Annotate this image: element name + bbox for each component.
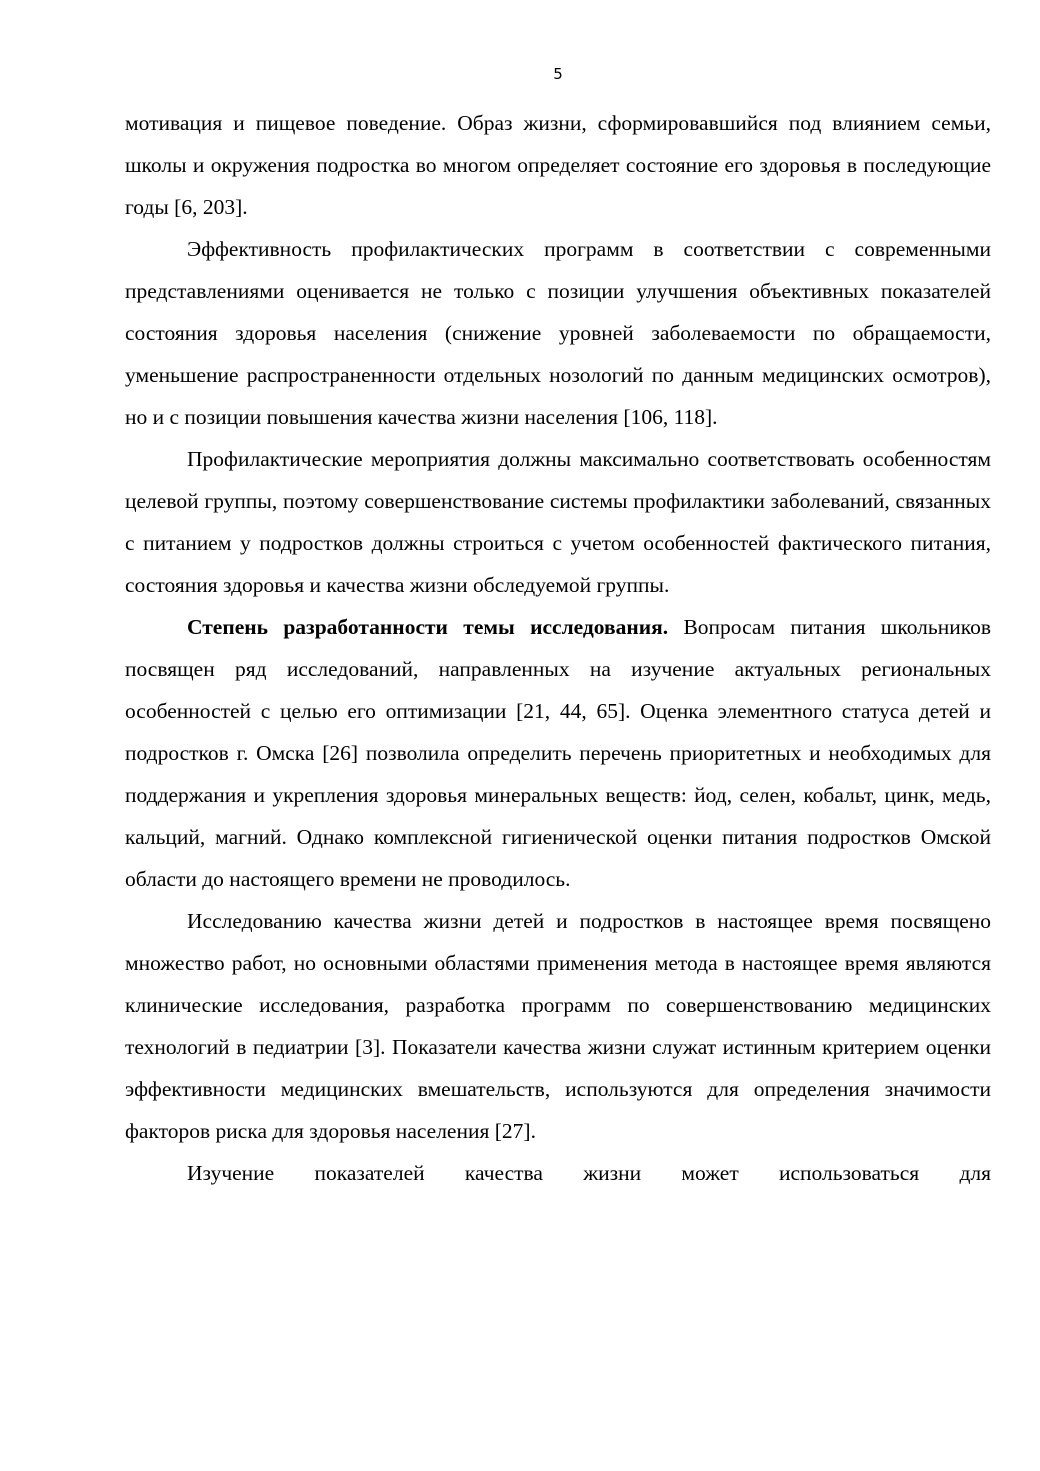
paragraph-last-line: Изучение показателей качества жизни может использоваться для	[187, 1161, 991, 1185]
paragraph-quality-of-life: Исследованию качества жизни детей и подростков в настоящее время посвящено множество работ, но основными областями применения метода в настоящее время являются клинические исследования, разработка программ по совершенствованию медицинских технологий в педиатрии [3]. Показатели качества жизни служат истинным критерием оценки эффективности медицинских вмешательств, используются для определения значимости факторов риска для здоровья населения [27].	[125, 909, 991, 1143]
paragraph-continuation: мотивация и пищевое поведение. Образ жизни, сформировавшийся под влиянием семьи, школы и окружения подростка во многом определяет состояние его здоровья в последующие годы [6, 203].	[125, 111, 991, 219]
page-number: 5	[553, 65, 563, 83]
paragraph-research-development	[125, 606, 991, 900]
section-heading: Степень разработанности темы исследования.	[187, 615, 669, 639]
paragraph-prevention-measures: Профилактические мероприятия должны максимально соответствовать особенностям целевой группы, поэтому совершенствование системы профилактики заболеваний, связанных с питанием у подростков должны строиться с учетом особенностей фактического питания, состояния здоровья и качества жизни обследуемой группы.	[125, 447, 991, 597]
paragraph-prevention-effectiveness: Эффективность профилактических программ в соответствии с современными представлениями оценивается не только с позиции улучшения объективных показателей состояния здоровья населения (снижение уровней заболеваемости по обращаемости, уменьшение распространенности отдельных нозологий по данным медицинских осмотров), но и с позиции повышения качества жизни населения [106, 118].	[125, 237, 991, 429]
body-text	[125, 102, 991, 1194]
paragraph-research-development-text: Вопросам питания школьников посвящен ряд исследований, направленных на изучение актуальных региональных особенностей с целью его оптимизации [21, 44, 65]. Оценка элементного статуса детей и подростков г. Омска [26] позволила определить перечень приоритетных и необходимых для поддержания и укрепления здоровья минеральных веществ: йод, селен, кобальт, цинк, медь, кальций, магний. Однако комплексной гигиенической оценки питания подростков Омской области до настоящего времени не проводилось.	[125, 615, 991, 891]
